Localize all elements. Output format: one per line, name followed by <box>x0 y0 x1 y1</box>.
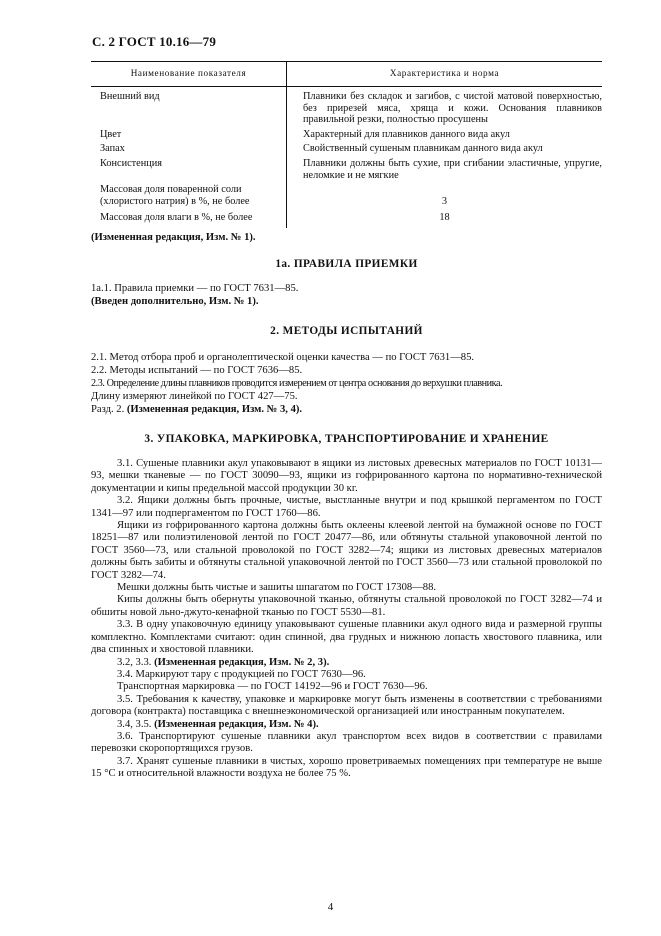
page-header: С. 2 ГОСТ 10.16—79 <box>92 34 217 49</box>
amendment-bold: (Измененная редакция, Изм. № 4). <box>154 718 319 730</box>
spec-table <box>91 61 602 228</box>
table-header-row <box>91 62 602 87</box>
row-name: Запах <box>91 140 287 155</box>
paragraph-3-3: 3.3. В одну упаковочную единицу упаковывают сушеные плавники акул одного вида и размерной группы комплектно. Комплектами считают: один спинной, два грудных и нижнюю лопасть хвостового плавника, или два спинных и хвостовой плавники. <box>91 619 602 656</box>
row-name: Массовая доля поваренной соли (хлористого натрия) в %, не более <box>91 181 287 207</box>
amendment-prefix: Разд. 2. <box>91 404 125 415</box>
row-value: Свойственный сушеным плавникам данного вида акул <box>303 143 543 155</box>
table-row <box>91 140 602 155</box>
paragraph-3-4: 3.4. Маркируют тару с продукцией по ГОСТ 7630—96. <box>117 668 366 680</box>
amendment-prefix: 3.2, 3.3. <box>117 656 152 668</box>
amendment-note-table: (Измененная редакция, Изм. № 1). <box>91 232 256 243</box>
paragraph-3-5: 3.5. Требования к качеству, упаковке и маркировке могут быть изменены в соответствии с требованиями договора (контракта) поставщика с внешнеэкономической организацией или иностранным покупателем. <box>91 693 602 718</box>
section-heading-test-methods: 2. МЕТОДЫ ИСПЫТАНИЙ <box>270 325 423 337</box>
amendment-bold: (Измененная редакция, Изм. № 2, 3). <box>154 656 330 668</box>
paragraph-2-3: 2.3. Определение длины плавников проводится измерением от центра основания до верхушки плавника. <box>91 378 503 389</box>
amendment-prefix: 3.4, 3.5. <box>117 718 152 730</box>
paragraph-3-2-bags: Мешки должны быть чистые и зашиты шпагатом по ГОСТ 17308—88. <box>117 582 437 594</box>
row-name: Цвет <box>91 126 287 141</box>
amendment-note-section-2 <box>91 404 602 416</box>
paragraph-3-2-bales: Кипы должны быть обернуты упаковочной тканью, обтянуты стальной проволокой по ГОСТ 3282—74 и обшиты новой льно-джуто-кенафной тканью по ГОСТ 5530—81. <box>91 594 602 618</box>
amendment-note-3-4-3-5 <box>91 719 602 731</box>
column-header-value: Характеристика и норма <box>287 62 603 87</box>
paragraph-3-7: 3.7. Хранят сушеные плавники в чистых, хорошо проветриваемых помещениях при температуре не выше 15 °С и относительной влажности воздуха не более 75 %. <box>91 755 602 780</box>
table-row <box>91 126 602 141</box>
row-name: Консистенция <box>91 155 287 181</box>
page-number: 4 <box>327 901 334 913</box>
paragraph-3-1: 3.1. Сушеные плавники акул упаковывают в ящики из листовых древесных материалов по ГОСТ 10131—93, мешки тканевые — по ГОСТ 30090—93, ящики из гофрированного картона по нормативно-технической документации и кипы предельной массой продукции 30 кг. <box>91 458 602 494</box>
row-value: Характерный для плавников данного вида акул <box>303 128 510 140</box>
section-3-body <box>91 458 602 781</box>
row-value: Плавники без складок и загибов, с чистой матовой поверхностью, без прирезей мяса, хряща и кожи. Основания плавников правильной резки, полностью просушены <box>303 91 602 126</box>
row-value: 3 <box>441 195 448 207</box>
table-row <box>91 207 602 228</box>
amendment-bold: (Измененная редакция, Изм. № 3, 4). <box>126 404 303 415</box>
paragraph-3-2: 3.2. Ящики должны быть прочные, чистые, выстланные внутри и под крышкой пергаментом по ГОСТ 1341—97 или подпергаментом по ГОСТ 1760—86. <box>91 495 602 519</box>
row-name: Массовая доля влаги в %, не более <box>91 207 287 228</box>
table-row <box>91 155 602 181</box>
paragraph-2-1: 2.1. Метод отбора проб и органолептической оценки качества — по ГОСТ 7631—85. <box>91 352 475 363</box>
table-row <box>91 181 602 207</box>
row-name: Внешний вид <box>91 87 287 126</box>
row-value: Плавники должны быть сухие, при сгибании эластичные, упругие, неломкие и не мягкие <box>303 157 602 181</box>
table-row <box>91 87 602 126</box>
paragraph-1a1: 1а.1. Правила приемки — по ГОСТ 7631—85. <box>91 283 299 294</box>
column-header-name: Наименование показателя <box>91 62 287 87</box>
section-heading-packaging: 3. УПАКОВКА, МАРКИРОВКА, ТРАНСПОРТИРОВАНИЕ И ХРАНЕНИЕ <box>144 433 549 445</box>
paragraph-3-6: 3.6. Транспортируют сушеные плавники акул транспортом всех видов в соответствии с правилами перевозки скоропортящихся грузов. <box>91 730 602 755</box>
paragraph-3-4-transport: Транспортная маркировка — по ГОСТ 14192—96 и ГОСТ 7630—96. <box>117 681 428 693</box>
paragraph-3-2-boxes: Ящики из гофрированного картона должны быть оклеены клеевой лентой на бумажной основе по ГОСТ 18251—87 или полиэтиленовой лентой по ГОСТ 20477—86, или обтянуты стальной упаковочной лентой по ГОСТ 3560—73, или стальной проволокой по ГОСТ 3282—74; ящики из листовых древесных материалов должны быть забиты и обтянуты стальной упаковочной лентой по ГОСТ 3560—73 или стальной проволокой по ГОСТ 3282—74. <box>91 520 602 581</box>
paragraph-2-2: 2.2. Методы испытаний — по ГОСТ 7636—85. <box>91 365 303 376</box>
amendment-note-3-2-3-3 <box>91 657 602 669</box>
paragraph-2-3-cont: Длину измеряют линейкой по ГОСТ 427—75. <box>91 391 298 402</box>
section-heading-acceptance: 1а. ПРАВИЛА ПРИЕМКИ <box>275 258 418 270</box>
amendment-note-1a: (Введен дополнительно, Изм. № 1). <box>91 296 259 307</box>
row-value: 18 <box>439 212 450 224</box>
